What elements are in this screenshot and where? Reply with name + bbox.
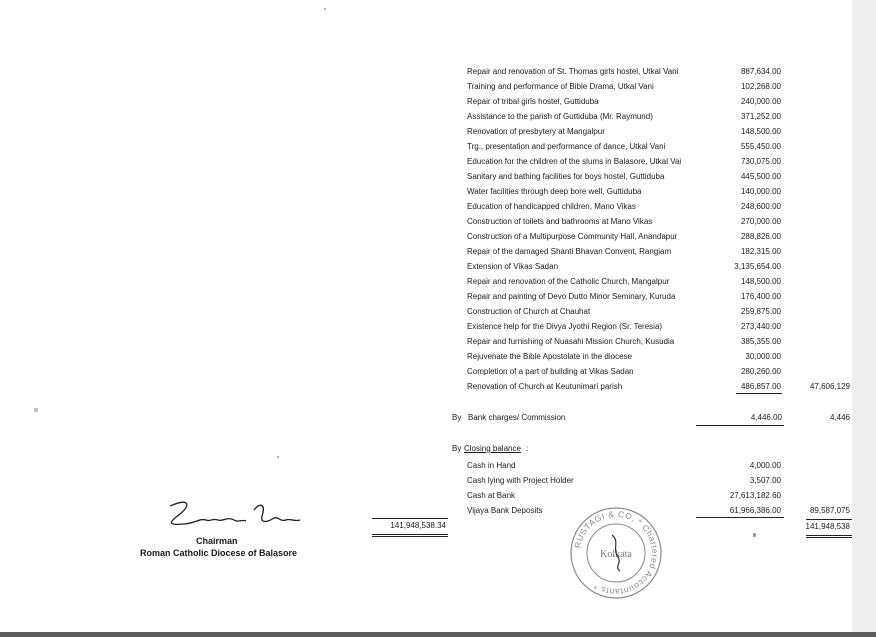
item-description: Repair and furnishing of Nuasahi Mission Church, Kusudia <box>467 337 675 346</box>
item-description: Construction of toilets and bathrooms at Mano Vikas <box>467 217 653 226</box>
item-amount: 288,826.00 <box>740 232 781 241</box>
grand-total-left-double-rule <box>372 536 448 537</box>
closing-item-amount: 3,507.00 <box>749 476 781 485</box>
item-description: Repair and renovation of St. Thomas girls hostel, Utkal Vani <box>467 67 679 76</box>
list-item <box>467 488 787 503</box>
item-amount: 887,634.00 <box>740 67 781 76</box>
list-item <box>467 349 787 364</box>
closing-item-description: Cash lying with Project Holder <box>467 476 574 485</box>
item-description: Sanitary and bathing facilities for boys hostel, Guttiduba <box>467 172 665 181</box>
stamp-ring-text: RUSTAGI & CO. * Chartered Accountants * <box>572 508 661 598</box>
list-item <box>467 184 787 199</box>
item-description: Construction of a Multipurpose Community Hall, Anandapur <box>467 232 678 241</box>
item-description: Renovation of Church at Keutunimari parish <box>467 382 623 391</box>
grand-total-left-top-rule <box>372 518 448 519</box>
scan-bottom-border <box>0 632 876 637</box>
list-item <box>467 154 787 169</box>
item-amount: 273,440.00 <box>740 322 781 331</box>
item-description: Completion of a part of building at Vikas Sadan <box>467 367 634 376</box>
item-description: Repair of tribal girls hostel, Guttiduba <box>467 97 599 106</box>
item-amount: 280,260.00 <box>740 367 781 376</box>
auditor-stamp <box>568 505 664 601</box>
list-item <box>467 124 787 139</box>
bank-charges-total: 4,446 <box>829 413 850 422</box>
scan-speck <box>34 408 38 412</box>
item-amount: 176,400.00 <box>740 292 781 301</box>
item-amount: 30,000.00 <box>745 352 781 361</box>
item-amount: 148,500.00 <box>740 277 781 286</box>
closing-total: 89,587,075 <box>809 506 850 515</box>
item-amount: 240,000.00 <box>740 97 781 106</box>
item-description: Education of handicapped children, Mano Vikas <box>467 202 636 211</box>
item-description: Repair and painting of Devo Dutto Minor Seminary, Kuruda <box>467 292 676 301</box>
projects-total: 47,606,129 <box>809 382 850 391</box>
list-item <box>467 319 787 334</box>
grand-total-left: 141,948,538.34 <box>390 521 446 530</box>
grand-total-double-rule <box>806 537 852 538</box>
item-amount: 148,500.00 <box>740 127 781 136</box>
item-description: Education for the children of the slums in Balasore, Utkal Vai <box>467 157 682 166</box>
list-item <box>467 379 787 394</box>
list-item <box>467 458 787 473</box>
item-description: Trg., presentation and performance of dance, Utkal Vani <box>467 142 666 151</box>
closing-colon: : <box>526 444 529 453</box>
list-item <box>467 244 787 259</box>
item-description: Construction of Church at Chauhat <box>467 307 591 316</box>
item-description: Extension of Vikas Sadan <box>467 262 559 271</box>
item-description: Assistance to the parish of Guttiduba (Mr. Raymund) <box>467 112 653 121</box>
closing-item-description: Vijaya Bank Deposits <box>467 506 543 515</box>
signatory-title: Chairman <box>196 536 238 546</box>
list-item <box>467 169 787 184</box>
list-item <box>467 304 787 319</box>
list-item <box>467 274 787 289</box>
signatory-organization: Roman Catholic Diocese of Balasore <box>140 548 298 558</box>
grand-total-left-double-rule <box>372 534 448 535</box>
list-item <box>467 109 787 124</box>
closing-underline <box>696 517 784 518</box>
bank-charges-prefix: By <box>452 413 462 422</box>
item-description: Water facilities through deep bore well, Guttiduba <box>467 187 642 196</box>
item-amount: 3,135,654.00 <box>734 262 781 271</box>
item-description: Repair of the damaged Shanti Bhavan Convent, Rangiam <box>467 247 672 256</box>
item-amount: 248,600.00 <box>740 202 781 211</box>
list-item <box>467 64 787 79</box>
scan-margin <box>852 0 876 637</box>
item-amount: 445,500.00 <box>740 172 781 181</box>
stamp-city: Kolkata <box>600 549 632 560</box>
item-description: Renovation of presbytery at Mangalpur <box>467 127 605 136</box>
closing-item-description: Cash in Hand <box>467 461 516 470</box>
item-amount: 730,075.00 <box>740 157 781 166</box>
item-amount: 555,450.00 <box>740 142 781 151</box>
bank-charges-amount: 4,446.00 <box>750 413 782 422</box>
grand-total-top-rule <box>806 519 852 520</box>
closing-prefix: By <box>452 444 462 453</box>
item-amount: 102,268.00 <box>740 82 781 91</box>
closing-balance-heading: Closing balance <box>464 444 521 453</box>
item-amount: 385,355.00 <box>740 337 781 346</box>
grand-total-double-rule <box>806 535 852 536</box>
list-item <box>467 139 787 154</box>
scan-speck <box>277 456 279 458</box>
closing-item-amount: 4,000.00 <box>749 461 781 470</box>
closing-item-amount: 27,613,182.60 <box>729 491 781 500</box>
scan-speck <box>753 533 756 537</box>
item-description: Existence help for the Divya Jyothi Region (Sr. Teresia) <box>467 322 663 331</box>
bank-charges-underline <box>696 425 784 426</box>
handwritten-signature <box>150 496 340 536</box>
list-item <box>467 94 787 109</box>
closing-item-description: Cash at Bank <box>467 491 516 500</box>
subtotal-underline <box>736 393 782 394</box>
closing-item-amount: 61,966,386.00 <box>729 506 781 515</box>
grand-total-right: 141,948,538 <box>805 522 850 531</box>
list-item <box>467 259 787 274</box>
scan-speck <box>324 8 326 10</box>
item-amount: 259,875.00 <box>740 307 781 316</box>
item-description: Training and performance of Bible Drama, Utkal Vani <box>467 82 654 91</box>
list-item <box>467 199 787 214</box>
list-item <box>467 79 787 94</box>
item-amount: 270,000.00 <box>740 217 781 226</box>
item-amount: 486,857.00 <box>740 382 781 391</box>
list-item <box>467 364 787 379</box>
item-amount: 182,315.00 <box>740 247 781 256</box>
list-item <box>467 473 787 488</box>
item-amount: 140,000.00 <box>740 187 781 196</box>
item-description: Repair and renovation of the Catholic Church, Mangalpur <box>467 277 670 286</box>
list-item <box>467 334 787 349</box>
list-item <box>467 229 787 244</box>
item-description: Rejuvenate the Bible Apostolate in the diocese <box>467 352 633 361</box>
list-item <box>467 214 787 229</box>
item-amount: 371,252.00 <box>740 112 781 121</box>
bank-charges-label: Bank charges/ Commission <box>468 413 566 422</box>
list-item <box>467 289 787 304</box>
